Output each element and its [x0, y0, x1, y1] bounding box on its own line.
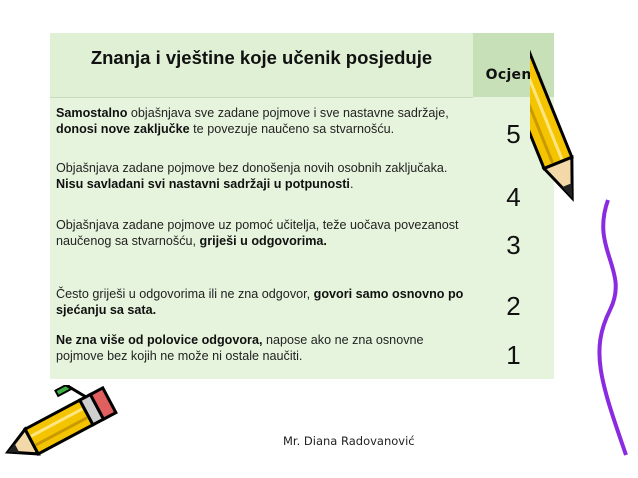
- criteria-emphasis: donosi nove zaključke: [56, 122, 190, 136]
- criteria-text: [56, 160, 466, 192]
- criteria-segment: napose ako ne zna osnovne pojmove bez kojih ne može ni ostale naučiti.: [56, 333, 424, 363]
- criteria-text: [56, 105, 466, 137]
- grade-column-label: Ocjena: [485, 67, 542, 83]
- criteria-segment: Objašnjava zadane pojmove uz pomoć učitelja, teže uočava povezanost naučenog sa stvarnošću,: [56, 218, 459, 248]
- grade-value: 1: [506, 340, 521, 370]
- pencil-icon: [530, 0, 638, 460]
- criteria-emphasis: Ne zna više od polovice odgovora,: [56, 333, 263, 347]
- criteria-text: [56, 217, 466, 249]
- table-header: [50, 33, 473, 98]
- grade-value: 3: [506, 230, 521, 260]
- table-title: Znanja i vještine koje učenik posjeduje: [90, 47, 433, 68]
- footer-author: Mr. Diana Radovanović: [283, 434, 415, 448]
- criteria-emphasis: Nisu savladani svi nastavni sadržaji u potpunosti: [56, 177, 350, 191]
- pencil-icon: [0, 385, 120, 478]
- criteria-segment: Objašnjava zadane pojmove bez donošenja novih osobnih zaključaka.: [56, 161, 448, 175]
- criteria-emphasis: griješi u odgovorima.: [199, 234, 327, 248]
- criteria-segment: objašnjava sve zadane pojmove i sve nastavne sadržaje,: [127, 106, 449, 120]
- criteria-segment: .: [349, 177, 354, 191]
- criteria-text: [56, 286, 466, 318]
- grade-value: 5: [506, 119, 521, 149]
- grading-table: [50, 33, 554, 379]
- criteria-emphasis: govori samo osnovno po sjećanju sa sata.: [56, 287, 464, 317]
- criteria-emphasis: Samostalno: [56, 106, 128, 120]
- criteria-segment: te povezuje naučeno sa stvarnošću.: [189, 122, 395, 136]
- criteria-segment: Često griješi u odgovorima ili ne zna odgovor,: [56, 287, 314, 301]
- criteria-text: [56, 332, 466, 364]
- grade-value: 2: [506, 291, 521, 321]
- grade-value: 4: [506, 182, 521, 212]
